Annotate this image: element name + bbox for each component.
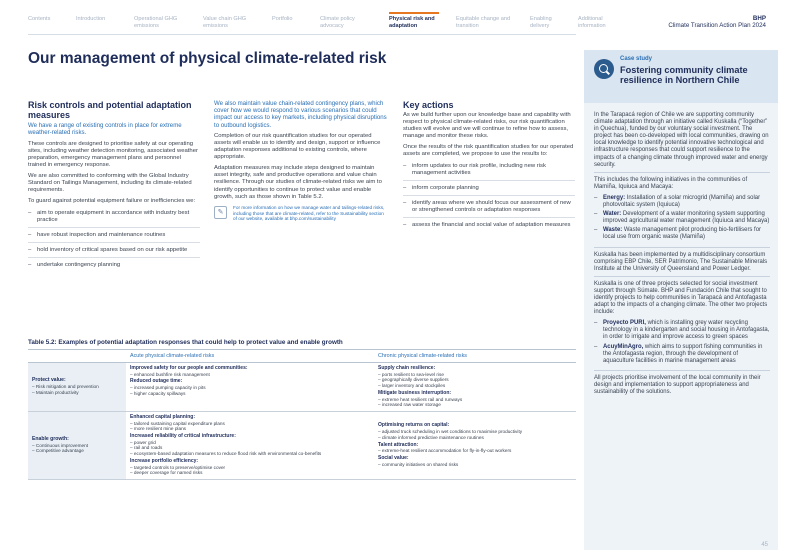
cell-item: adjusted truck scheduling in wet conditions to maximise productivity [381,429,523,435]
list-item: – inform updates to our risk profile, including new risk management activities [403,163,575,181]
page-title: Our management of physical climate-related risk [28,50,387,67]
group-heading: Talent attraction: [378,441,419,448]
cell-item: more resilient mine plans [133,426,187,432]
bullet-key: AcuyMinAgro, [603,343,644,350]
nav-operational-ghg[interactable]: Operational GHG emissions [134,16,178,29]
bullet-key: Energy: [603,194,626,201]
initiatives-list [594,195,770,248]
group-heading: Improved safety for our people and communities: [130,365,248,371]
cell-item: targeted controls to preserve/optimise cover [133,464,226,470]
adaptation-table-block [28,339,576,480]
report-name: Climate Transition Action Plan 2024 [668,22,766,30]
cell-item: tailored sustaining capital expenditure plans [133,420,225,426]
nav-value-chain-ghg[interactable]: Value chain GHG emissions [203,16,247,29]
paragraph: Adaptation measures may include steps designed to maintain asset integrity, safe and productive operations and value chain resilience. Through our studies of climate-related risks we aim to identify opportunities to continue to protect value and enable growth, such as those shown in Table 5.2. [214,165,382,200]
bullet-text: which is installing grey water recycling technology in a kindergarten and social housing in Antofagasta, in order to irrigate and improve access to green spaces [603,320,770,341]
row-label-item: Maintain productivity [35,389,79,395]
nav-climate-policy[interactable]: Climate policy advocacy [320,16,355,29]
bullet-key: Waste: [603,227,623,234]
group-heading: Social value: [378,454,409,461]
table-header: Chronic physical climate-related risks [374,350,576,363]
adaptation-table [28,349,576,480]
list-item [594,211,770,225]
case-study-header [584,50,778,103]
bullet-text: Installation of a solar microgrid (Mamiña) and solar photovoltaic system (Iquiuca) [603,194,761,209]
table-header [28,350,126,363]
key-actions-list [403,163,575,233]
cell-item: enhanced bushfire risk management [133,371,210,377]
list-item: – hold inventory of critical spares based on our risk appetite [28,247,200,258]
paragraph: This includes the following initiatives in the communities of Mamiña, Iquiuca and Macaya: [594,176,748,190]
nav-introduction[interactable]: Introduction [76,16,106,22]
group-heading: Mitigate business interruption: [378,389,452,396]
cell-item: power grid [133,439,156,445]
list-item [594,344,770,365]
case-study-body [594,112,770,400]
column-value-chain [214,100,388,222]
cell-item: geographically diverse suppliers [381,377,449,383]
table-cell: Enhanced capital planning: – tailored sustaining capital expenditure plans – more resilient mine plans Increased reliability of critical infrastructure: – power grid – rail and roads – ecosystem-based adaptation measures to reduce flood risk with environmental co-benefits Increase portfolio efficiency: – targeted controls to preserve/optimise cover – deeper coverage for named risks [126,411,374,479]
paragraph: Once the results of the risk quantification studies for our operated assets are completed, we propose to use the results to: [403,144,574,158]
case-study-title: Fostering community climate resilience in Northern Chile [620,65,748,86]
paragraph: These controls are designed to prioritise safety at our operating sites, including weather detection monitoring, associated weather preparation, emergency management plans and personnel trained in emergency response. [28,140,198,168]
group-heading: Enhanced capital planning: [130,413,196,420]
list-item: – undertake contingency planning [28,262,200,272]
risk-controls-lead: We have a range of existing controls in place for extreme weather-related risks. [28,122,182,137]
row-label-item: Competitive advantage [35,448,84,454]
cell-item: ecosystem-based adaptation measures to reduce flood risk with environmental co-benefits [133,451,322,457]
paragraph: In the Tarapacá region of Chile we are supporting community climate adaptation through an initiative called Kuskalla (“Together” in Quechua), funded by our voluntary social investment. The project has been co-developed with local communities, drawing on local knowledge to identify potential innovative technological and infrastructure responses that could support resilience to the impacts of a changing climate through improved water and energy security. [594,112,770,173]
nav-contents[interactable]: Contents [28,16,51,22]
bullet-text: Development of a water monitoring system supporting improved agricultural water management (Iquiuca and Macaya) [603,211,770,225]
list-item [594,195,770,209]
bullet-key: Proyecto PURI, [603,320,646,327]
nav-physical-risk[interactable]: Physical risk and adaptation [389,16,439,29]
bullet-text: which aims to support fishing communities in the Antofagasta region, through the development of aquaculture facilities in marine management areas [603,343,763,364]
equipment-list [28,210,200,273]
group-heading: Increased reliability of critical infrastructure: [130,433,236,440]
nav-divider [28,34,576,35]
paragraph: Completion of our risk quantification studies for our operated assets will enable us to identify and design, support or influence adaptation responses additional to existing controls, where appropriate. [214,133,381,161]
group-heading: Increase portfolio efficiency: [130,457,199,464]
cell-item: ports resilient to sea-level rise [381,371,444,377]
column-risk-controls [28,100,200,276]
cell-item: extreme-heat resilient accommodation for fly-in-fly-out workers [381,448,512,454]
nav-enabling-delivery[interactable]: Enabling delivery [530,16,552,29]
paragraph: Kuskalla has been implemented by a multidisciplinary consortium comprising EBP Chile, SER Patrimonio, The Sustainable Minerals Institute at the University of Queensland and Power Ledger. [594,252,770,277]
cell-item: higher capacity spillways [133,390,186,396]
key-actions-heading: Key actions [403,100,454,110]
list-item: – have robust inspection and maintenance routines [28,232,200,243]
bullet-text: Waste management pilot producing bio-fertilisers for local use from organic waste (Mamiña) [603,227,761,241]
table-cell: Optimising returns on capital: – adjusted truck scheduling in wet conditions to maximise productivity – climate informed predictive maintenance routines Talent attraction: – extreme-heat resilient accommodation for fly-in-fly-out workers Social value: – community initiatives on shared risks [374,411,576,479]
bullet-key: Water: [603,211,622,218]
magnifier-icon [594,59,614,79]
list-item: – aim to operate equipment in accordance with industry best practice [28,210,200,228]
paragraph: As we build further upon our knowledge base and capability with respect to physical climate-related risks, our risk quantification studies will evolve and we will continue to refine how to assess, manage and monitor these risks. [403,112,571,140]
cell-item: rail and roads [133,445,163,451]
external-link-icon: ✎ [214,206,227,219]
cell-item: extreme heat resilient rail and runways [381,396,463,402]
list-item: – identify areas where we should focus our assessment of new or strengthened controls or adaptation responses [403,200,575,218]
page-number: 45 [761,542,768,548]
group-heading: Reduced outage time: [130,378,183,385]
group-heading: Optimising returns on capital: [378,422,450,429]
row-label-item: Risk mitigation and prevention [35,384,99,390]
cell-item: climate informed predictive maintenance routines [381,434,484,440]
group-heading: Supply chain resilience: [378,365,436,371]
table-header: Acute physical climate-related risks [126,350,374,363]
case-study-panel [584,50,778,550]
top-navigation [0,0,790,34]
paragraph: We are also committed to conforming with the Global Industry Standard on Tailings Management, including its climate-related requirements. [28,172,192,194]
list-item [594,227,770,241]
table-cell: Supply chain resilience: – ports resilient to sea-level rise – geographically diverse suppliers – larger inventory and stockpiles Mitigate business interruption: – extreme heat resilient rail and runways – increased raw water storage [374,363,576,412]
list-item: – assess the financial and social value of adaptation measures [403,222,575,232]
cell-item: increased pumping capacity in pits [133,385,206,391]
row-label-title: Enable growth: [32,435,69,442]
case-study-label: Case study [620,56,653,62]
value-chain-lead: We also maintain value chain-related contingency plans, which cover how we would respond to various scenarios that could impact our access to key markets, including physical disruptions to outbound logistics. [214,100,387,129]
row-label-title: Protect value: [32,377,66,384]
paragraph: Kuskalla is one of three projects selected for social investment support through Súmate. BHP and Fundación Chile that sought to identify projects to help communities in Tarapacá and Antofagasta adapt to the impacts of a changing climate. The other two projects include: [594,280,768,316]
brand-block [668,15,766,30]
brand-name: BHP [752,15,766,22]
list-item [594,320,770,341]
cell-item: larger inventory and stockpiles [381,383,446,389]
paragraph: All projects prioritise involvement of the local community in their design and implementation to support appropriateness and sustainability of the solutions. [594,374,761,395]
table-caption: Table 5.2: Examples of potential adaptation responses that could help to protect value and enable growth [28,339,343,346]
table-row [28,363,576,412]
nav-portfolio[interactable]: Portfolio [272,16,293,22]
table-cell: Improved safety for our people and communities: – enhanced bushfire risk management Reduced outage time: – increased pumping capacity in pits – higher capacity spillways [126,363,374,412]
list-item: – inform corporate planning [403,185,575,196]
row-label: Enable growth: – Continuous improvement – Competitive advantage [28,411,126,479]
projects-list [594,320,770,371]
nav-equitable-change[interactable]: Equitable change and transition [456,16,511,29]
cell-item: deeper coverage for named risks [133,470,203,476]
nav-additional-info[interactable]: Additional information [578,16,606,29]
column-key-actions [403,100,575,236]
cell-item: community initiatives on shared risks [381,461,459,467]
risk-controls-heading: Risk controls and potential adaptation measures [28,100,192,120]
table-row [28,411,576,479]
row-label-item: Continuous improvement [35,442,89,448]
paragraph: To guard against potential equipment failure or inefficiencies we: [28,198,196,205]
row-label: Protect value: – Risk mitigation and prevention – Maintain productivity [28,363,126,412]
sustainability-note-text[interactable]: For more information on how we manage water and tailings-related risks, including those that are climate-related, refer to the Sustainability section of our website, available at bhp.com/sustainability [233,204,385,222]
cell-item: increased raw water storage [381,402,441,408]
sustainability-note [214,205,388,222]
